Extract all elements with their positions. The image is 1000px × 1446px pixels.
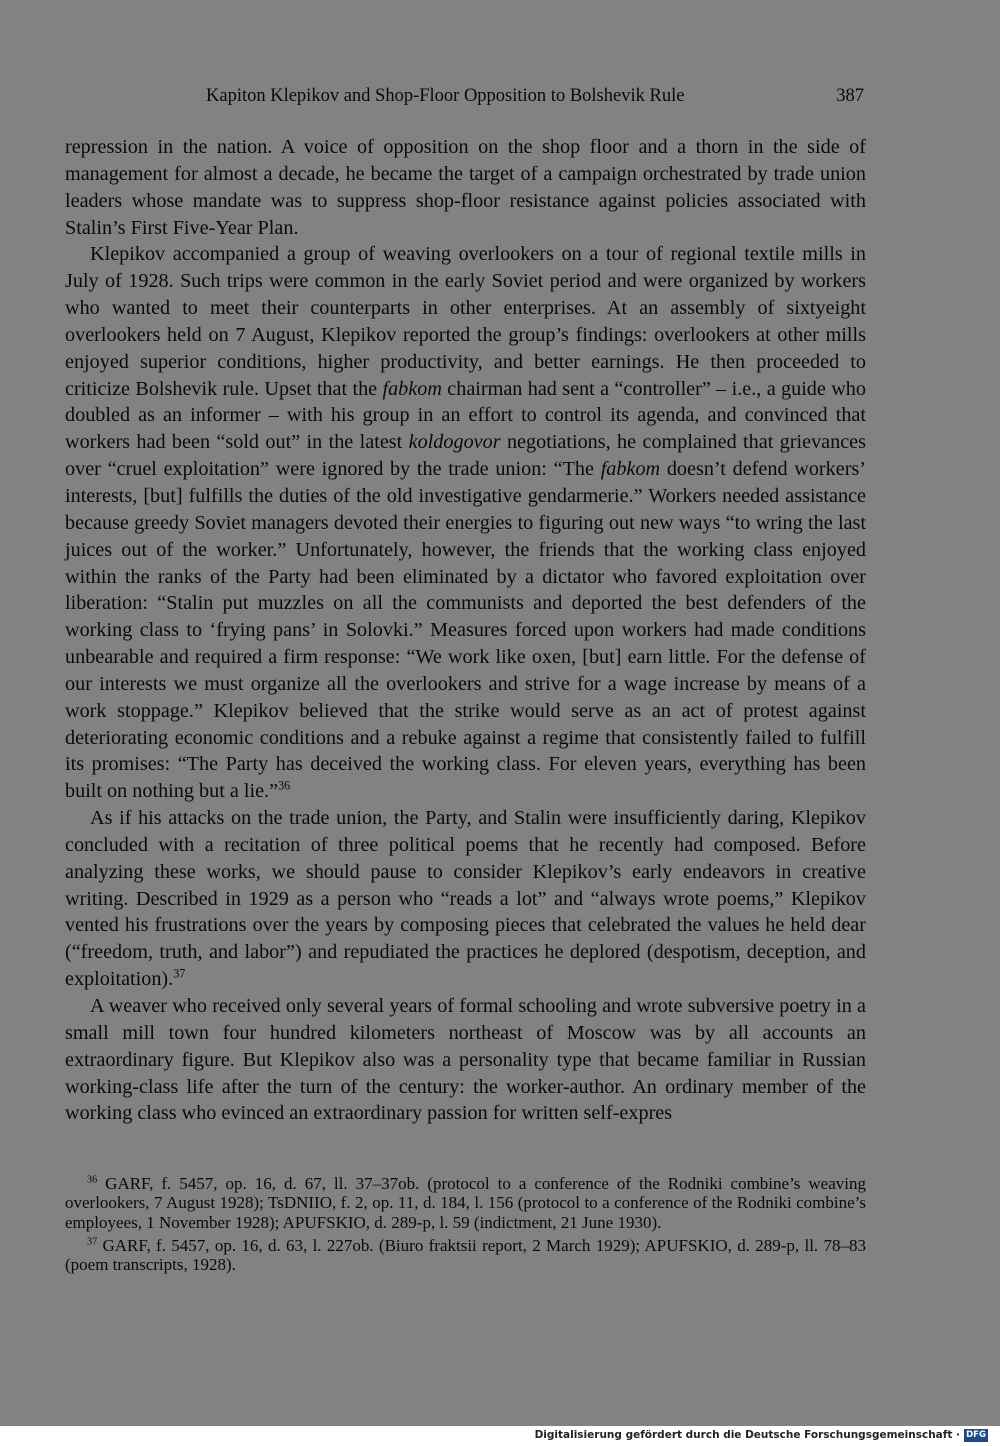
running-head-title: Kapiton Klepikov and Shop-Floor Opposition to Bolshevik Rule: [206, 86, 685, 106]
footnotes: [65, 1174, 866, 1278]
footnote-36: [65, 1174, 866, 1232]
dfg-logo-icon: DFG: [964, 1429, 988, 1442]
footnote-ref-36[interactable]: 36: [278, 778, 291, 793]
footnote-ref-37[interactable]: 37: [173, 966, 186, 981]
paragraph-2: [65, 241, 866, 805]
footnote-text: GARF, f. 5457, op. 16, d. 67, ll. 37–37ob. (protocol to a conference of the Rodniki combine’s weaving overlookers, 7 August 1928); TsDNIIO, f. 2, op. 11, d. 184, l. 156 (protocol to a conference of the Rodniki combine’s employees, 1 November 1928); APUFSKIO, d. 289-p, l. 59 (indictment, 21 June 1930).: [65, 1174, 866, 1232]
body-text: [65, 134, 866, 1127]
paragraph-2-part-a: Klepikov accompanied a group of weaving overlookers on a tour of regional textile mills in July of 1928. Such trips were common in the early Soviet period and were organized by workers who wanted to meet their counterparts in other enterprises. At an assembly of sixtyeight overlookers held on 7 August, Klepikov reported the group’s findings: overlookers at other mills enjoyed superior conditions, higher productivity, and better earnings. He then proceeded to criticize Bolshevik rule. Upset that the: [65, 243, 866, 400]
term-fabkom: fabkom: [600, 458, 661, 481]
paragraph-2-part-d: doesn’t defend workers’ interests, [but] fulfills the duties of the old investigative gendarmerie.” Workers needed assistance because greedy Soviet managers devoted their energies to figuring out new ways “to wring the last juices out of the worker.” Unfortunately, however, the friends that the working class enjoyed within the ranks of the Party had been eliminated by a dictator who favored exploitation over liberation: “Stalin put muzzles on all the communists and deported the best defenders of the working class to ‘frying pans’ in Solovki.” Measures forced upon workers had made conditions unbearable and required a firm response: “We work like oxen, [but] earn little. For the defense of our interests we must organize all the overlookers and strive for a wage increase by means of a work stoppage.” Klepikov believed that the strike would serve as an act of protest against deteriorating economic conditions and a rebuke against a regime that consistently failed to fulfill its promises: “The Party has deceived the working class. For eleven years, everything has been built on nothing but a lie.”: [65, 458, 866, 803]
footnote-text: GARF, f. 5457, op. 16, d. 63, l. 227ob. (Biuro fraktsii report, 2 March 1929); APUFSKIO, d. 289-p, ll. 78–83 (poem transcripts, 1928).: [65, 1235, 866, 1275]
paragraph-3: [65, 805, 866, 993]
footnote-number: 37: [87, 1236, 98, 1248]
digitization-credit-bar: [0, 1426, 1000, 1446]
paragraph-1: repression in the nation. A voice of opposition on the shop floor and a thorn in the side of management for almost a decade, he became the target of a campaign orchestrated by trade union leaders whose mandate was to suppress shop-floor resistance against policies associated with Stalin’s First Five-Year Plan.: [65, 136, 866, 239]
footnote-number: 36: [87, 1174, 98, 1186]
paragraph-2-part-c: negotiations, he complained that grievances over “cruel exploitation” were ignored by the trade union: “The: [65, 431, 866, 481]
term-fabkom: fabkom: [382, 377, 442, 400]
paragraph-3-text: As if his attacks on the trade union, the Party, and Stalin were insufficiently daring, Klepikov concluded with a recitation of three political poems that he recently had composed. Before analyzing these works, we should pause to consider Klepikov’s early endeavors in creative writing. Described in 1929 as a person who “reads a lot” and “always wrote poems,” Klepikov vented his frustrations over the years by composing pieces that celebrated the values he held dear (“freedom, truth, and labor”) and repudiated the practices he deplored (despotism, deception, and exploitation).: [65, 807, 866, 991]
page-number: 387: [836, 86, 864, 106]
credit-text: Digitalisierung gefördert durch die Deutsche Forschungsgemeinschaft ·: [534, 1429, 960, 1441]
term-koldogovor: koldogovor: [408, 431, 501, 454]
paragraph-4: A weaver who received only several years of formal schooling and wrote subversive poetry in a small mill town four hundred kilometers northeast of Moscow was by all accounts an extraordinary figure. But Klepikov also was a personality type that became familiar in Russian working-class life after the turn of the century: the worker-author. An ordinary member of the working class who evinced an extraordinary passion for written self-expres: [65, 995, 866, 1125]
footnote-37: [65, 1236, 866, 1275]
paragraph-2-part-b: chairman had sent a “controller” – i.e., a guide who doubled as an informer – with his group in an effort to control its agenda, and convinced that workers had been “sold out” in the latest: [65, 377, 866, 454]
